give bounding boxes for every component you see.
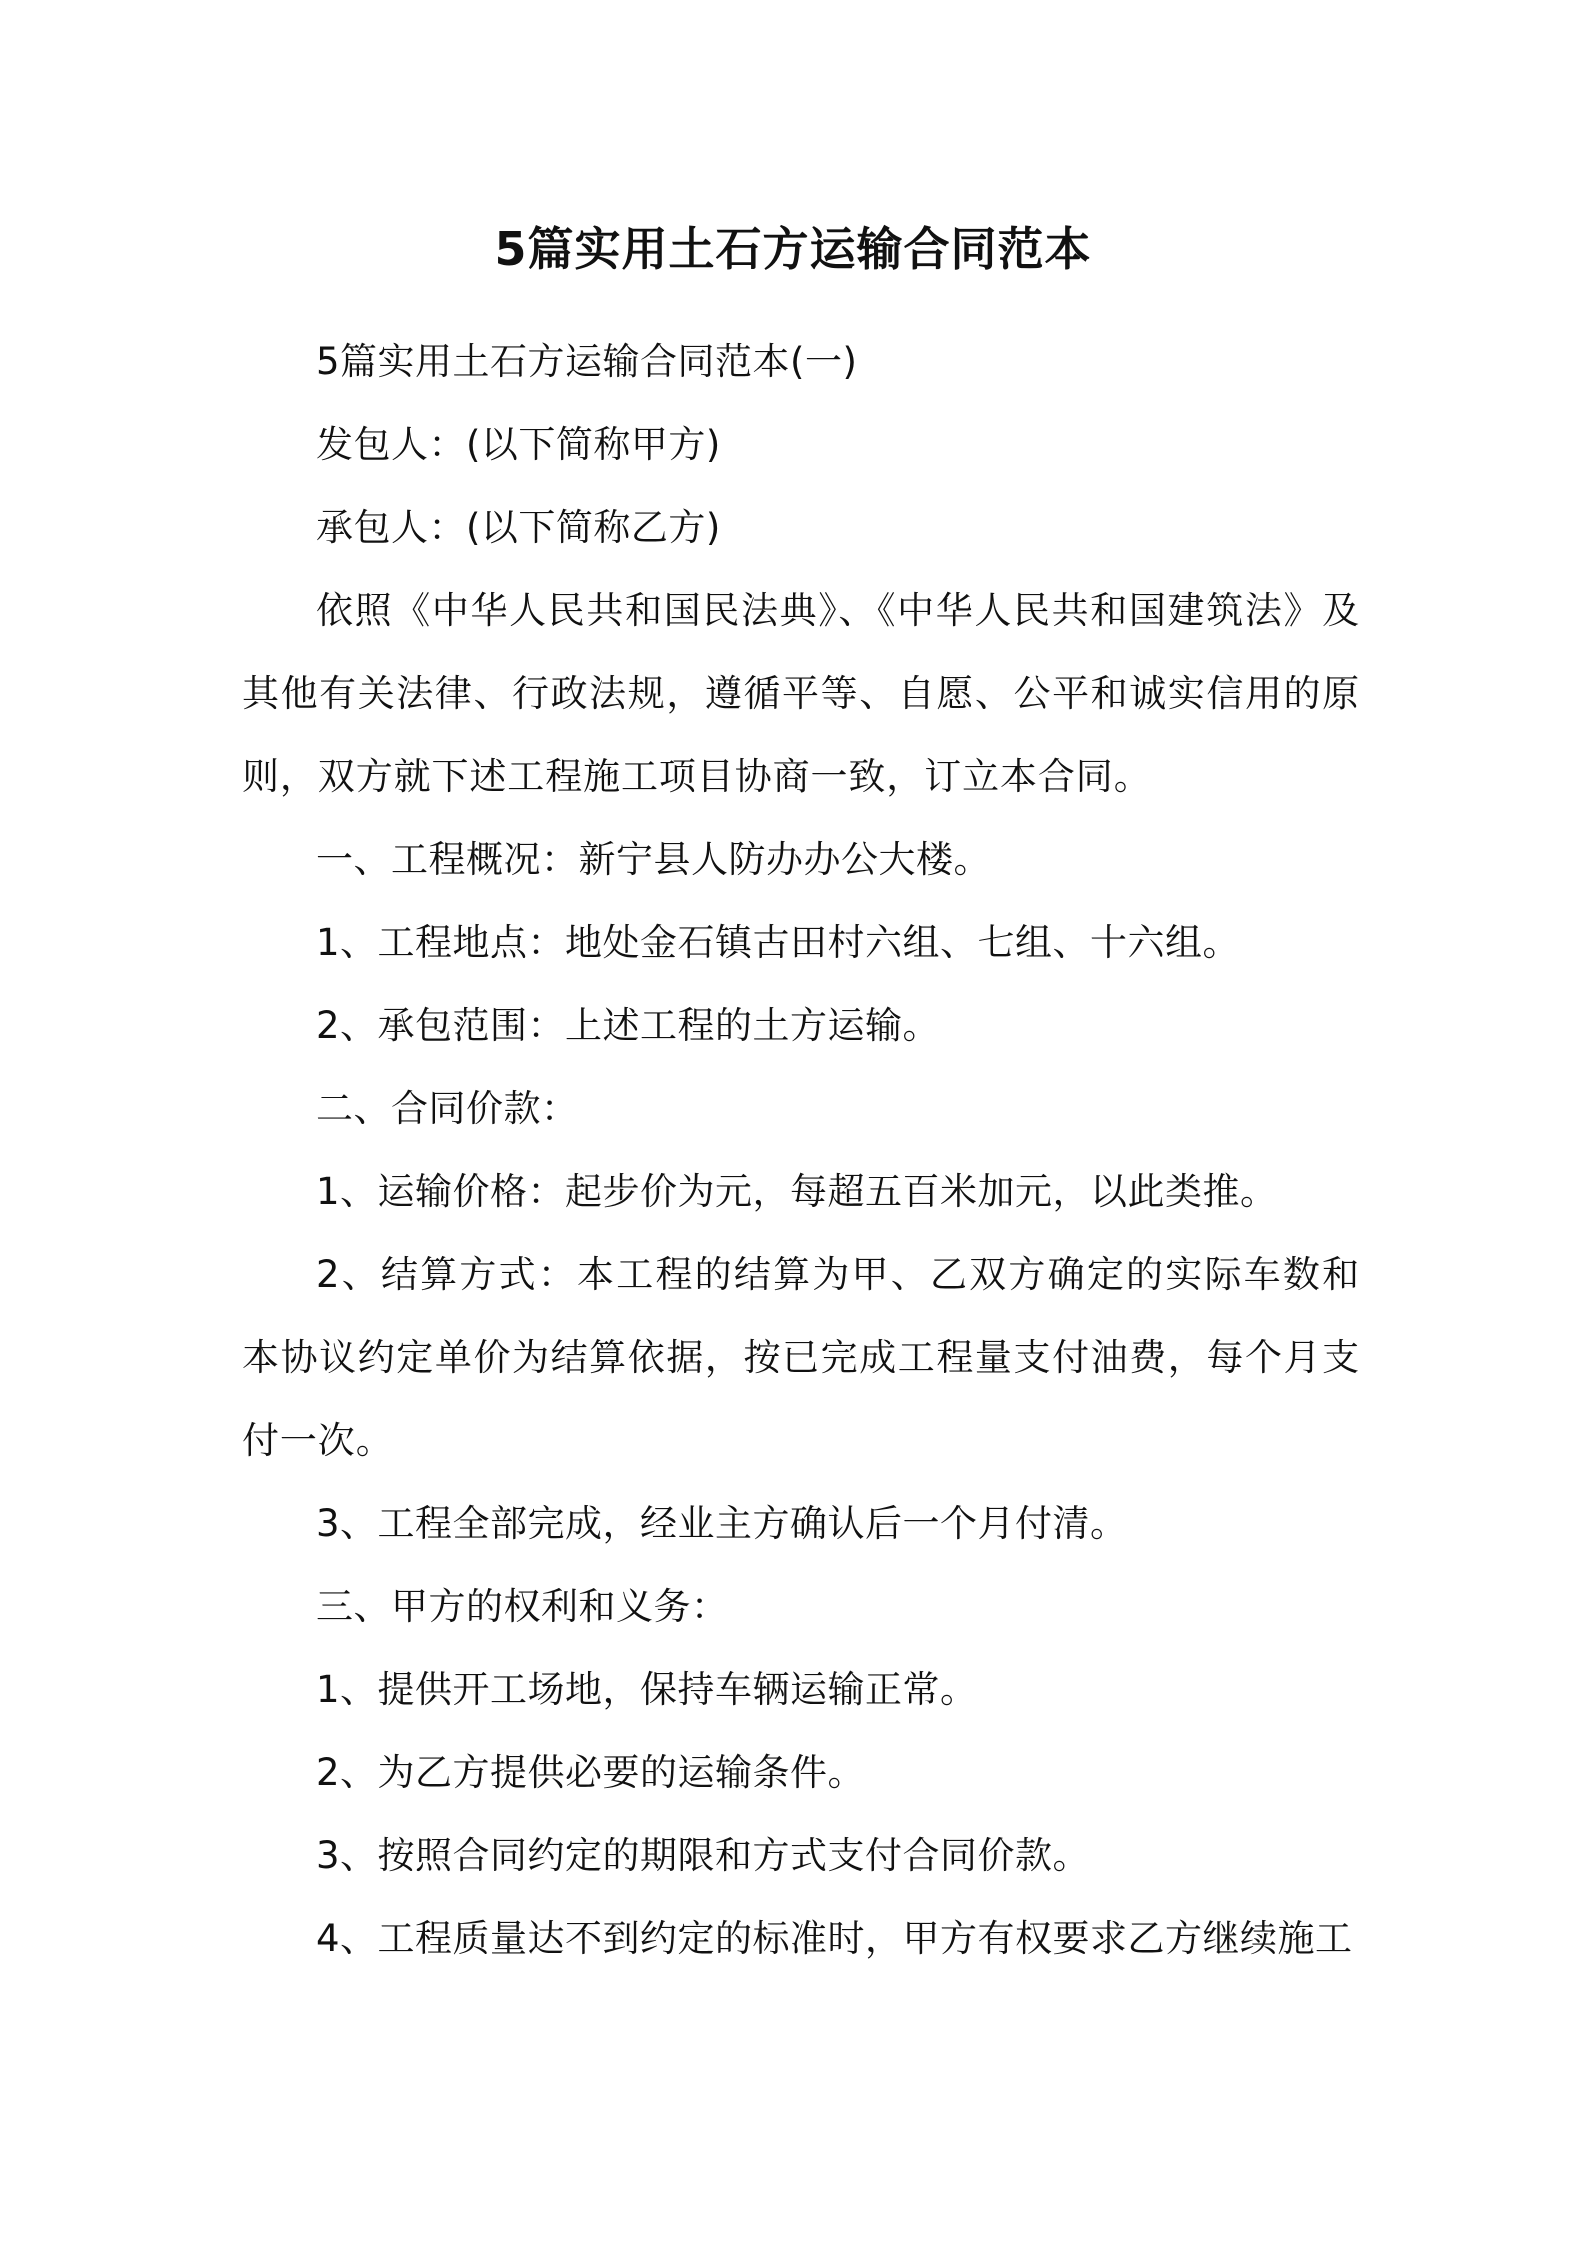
section-heading: 5篇实用土石方运输合同范本(一): [316, 340, 858, 383]
clause-item: 2、结算方式：本工程的结算为甲、乙双方确定的实际车数和本协议约定单价为结算依据，按已完成工程量支付油费，每个月支付一次。: [242, 1253, 1360, 1462]
clause-item: 4、工程质量达不到约定的标准时，甲方有权要求乙方继续施工: [316, 1917, 1353, 1960]
party-a-line: 发包人：(以下简称甲方): [316, 423, 721, 466]
party-b-line: 承包人：(以下简称乙方): [316, 506, 721, 549]
clause-heading: 三、甲方的权利和义务：: [316, 1585, 729, 1628]
clause-item: 3、按照合同约定的期限和方式支付合同价款。: [316, 1834, 1091, 1877]
clause-item: 1、工程地点：地处金石镇古田村六组、七组、十六组。: [316, 921, 1241, 964]
document-title: 5篇实用土石方运输合同范本: [494, 222, 1092, 276]
document-body: [242, 320, 1360, 1980]
clause-item: 2、承包范围：上述工程的土方运输。: [316, 1004, 941, 1047]
clause-heading: 一、工程概况：新宁县人防办办公大楼。: [316, 838, 991, 881]
preamble-paragraph: 依照《中华人民共和国民法典》、《中华人民共和国建筑法》及其他有关法律、行政法规，遵循平等、自愿、公平和诚实信用的原则，双方就下述工程施工项目协商一致，订立本合同。: [242, 589, 1360, 798]
clause-item: 2、为乙方提供必要的运输条件。: [316, 1751, 866, 1794]
clause-item: 3、工程全部完成，经业主方确认后一个月付清。: [316, 1502, 1128, 1545]
clause-item: 1、运输价格：起步价为元，每超五百米加元，以此类推。: [316, 1170, 1278, 1213]
clause-heading: 二、合同价款：: [316, 1087, 579, 1130]
clause-item: 1、提供开工场地，保持车辆运输正常。: [316, 1668, 978, 1711]
